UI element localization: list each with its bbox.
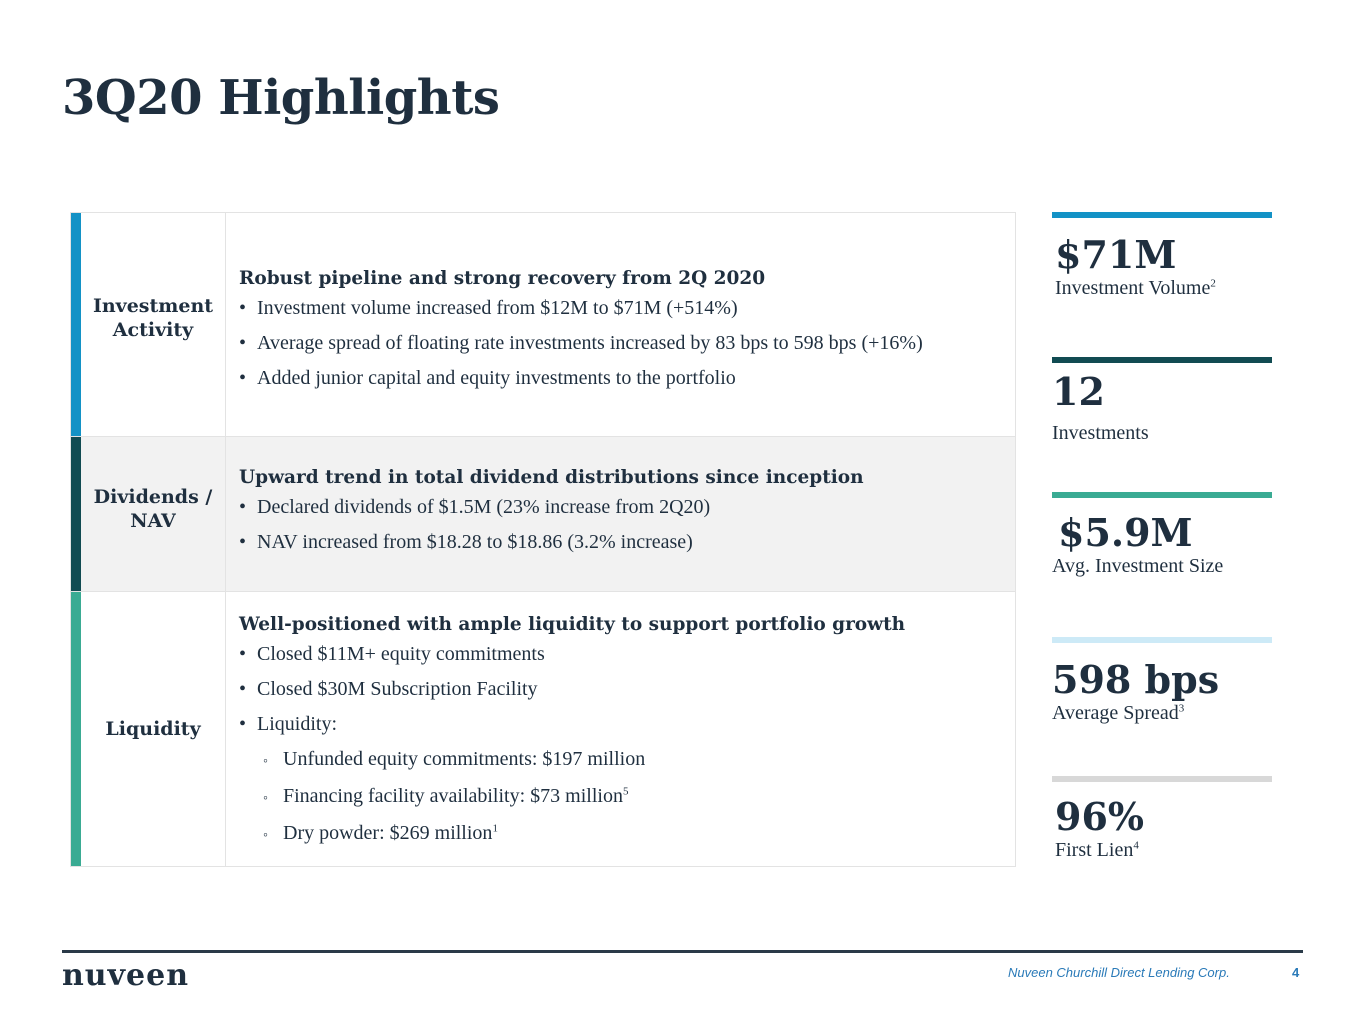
page-number: 4 <box>1292 965 1300 980</box>
stat-value: $5.9M <box>1058 510 1193 555</box>
footer-divider <box>62 950 1303 953</box>
row-label: Dividends / NAV <box>81 437 226 591</box>
row-heading: Upward trend in total dividend distributions since inception <box>239 467 864 488</box>
list-item: • Closed $30M Subscription Facility <box>239 678 538 700</box>
stat-first-lien <box>1052 776 1272 862</box>
row-accent-bar <box>71 213 81 436</box>
page-title: 3Q20 Highlights <box>62 70 500 126</box>
stat-caption: Average Spread$^3$ <box>1052 702 1185 724</box>
stat-value: 12 <box>1052 369 1105 414</box>
row-heading: Well-positioned with ample liquidity to support portfolio growth <box>239 614 906 635</box>
list-item: • Declared dividends of $1.5M (23% increase from 2Q20) <box>239 496 711 518</box>
stat-rule <box>1052 776 1272 782</box>
stat-caption: First Lien$^4$ <box>1055 839 1139 861</box>
stat-caption: Investments <box>1052 422 1149 444</box>
list-item: • Closed $11M+ equity commitments <box>239 643 545 665</box>
row-accent-bar <box>71 437 81 591</box>
sub-list-item: ◦ Unfunded equity commitments: $197 million <box>263 748 646 770</box>
row-content <box>226 437 1015 591</box>
stat-avg-investment-size <box>1052 492 1272 578</box>
row-accent-bar <box>71 592 81 866</box>
sub-list-item: ◦ Dry powder: $269 million$^1$ <box>263 822 498 844</box>
sub-list-item: ◦ Financing facility availability: $73 million$^5$ <box>263 785 629 807</box>
nuveen-logo: nuveen <box>62 958 190 993</box>
list-item: • NAV increased from $18.28 to $18.86 (3.2% increase) <box>239 531 693 553</box>
row-dividends-nav <box>71 437 1015 592</box>
row-label: Investment Activity <box>81 213 226 436</box>
list-item: • Average spread of floating rate investments increased by 83 bps to 598 bps (+16%) <box>239 332 923 354</box>
row-content <box>226 592 1015 866</box>
stat-investment-volume <box>1052 212 1272 300</box>
list-item: • Liquidity: <box>239 713 337 735</box>
row-label: Liquidity <box>81 592 226 866</box>
list-item: • Investment volume increased from $12M to $71M (+514%) <box>239 297 738 319</box>
list-item: • Added junior capital and equity investments to the portfolio <box>239 367 736 389</box>
stat-value: 96% <box>1055 794 1144 839</box>
stat-value: $71M <box>1055 232 1177 277</box>
stat-rule <box>1052 212 1272 218</box>
stat-value: 598 bps <box>1052 657 1220 702</box>
highlights-table <box>70 212 1016 867</box>
stat-investments <box>1052 357 1272 445</box>
row-content <box>226 213 1015 436</box>
stat-caption: Avg. Investment Size <box>1052 555 1224 577</box>
stat-rule <box>1052 492 1272 498</box>
row-investment-activity <box>71 213 1015 437</box>
row-liquidity <box>71 592 1015 866</box>
stat-average-spread <box>1052 637 1272 725</box>
stat-rule <box>1052 357 1272 363</box>
footer-company: Nuveen Churchill Direct Lending Corp. <box>1008 965 1230 980</box>
row-heading: Robust pipeline and strong recovery from 2Q 2020 <box>239 268 766 289</box>
stat-rule <box>1052 637 1272 643</box>
stat-caption: Investment Volume$^2$ <box>1055 277 1216 299</box>
